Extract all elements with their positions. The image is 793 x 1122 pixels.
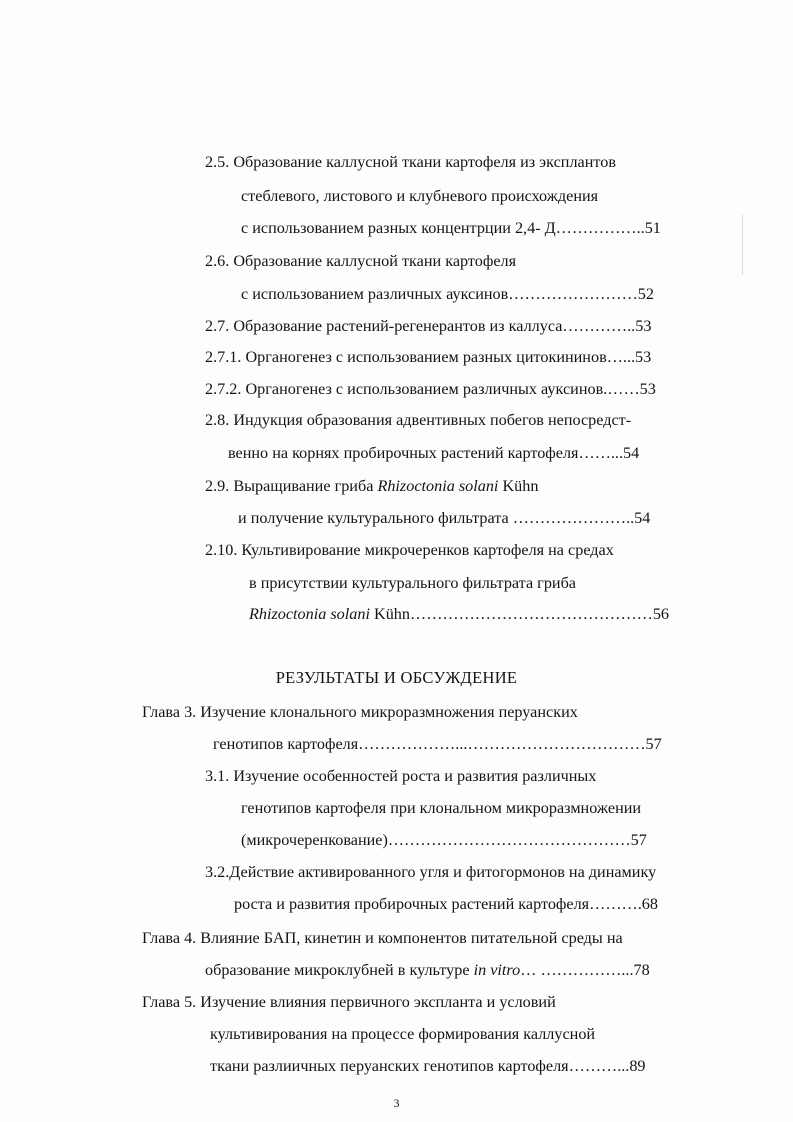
toc-item-3-1-line-2: генотипов картофеля при клональном микроразмножении — [241, 799, 642, 817]
section-heading: РЕЗУЛЬТАТЫ И ОБСУЖДЕНИЕ — [275, 668, 518, 687]
toc-item-2-10-line-3 — [249, 604, 669, 624]
organism-name: Rhizoctonia solani — [249, 605, 370, 623]
in-vitro-term: in vitro — [473, 961, 521, 979]
chapter-3-line-1: Глава 3. Изучение клонального микроразмножения перуанских — [142, 703, 578, 721]
chapter-4-text: образование микроклубней в культуре — [205, 961, 474, 979]
toc-item-2-9-line-2: и получение культурального фильтрата …………………..54 — [238, 509, 651, 527]
toc-item-2-10-line-2: в присутствии культурального фильтрата гриба — [249, 574, 576, 592]
chapter-4-leader: … ……………...78 — [520, 961, 650, 979]
toc-item-2-5-line-1: 2.5. Образование каллусной ткани картофеля из эксплантов — [205, 153, 616, 171]
toc-item-3-1-line-3: (микрочеренкование)………………………………………57 — [241, 831, 647, 849]
chapter-4-line-2 — [205, 960, 650, 980]
toc-item-3-1-line-1: 3.1. Изучение особенностей роста и развития различных — [205, 767, 597, 785]
organism-name: Rhizoctonia solani — [377, 477, 499, 495]
toc-item-2-7: 2.7. Образование растений-регенерантов из каллуса…………..53 — [205, 317, 652, 335]
chapter-3-line-2: генотипов картофеля………………...……………………………57 — [213, 735, 662, 753]
chapter-4-line-1: Глава 4. Влияние БАП, кинетин и компонентов питательной среды на — [142, 929, 623, 947]
chapter-5-line-2: культивирования на процессе формирования каллусной — [210, 1025, 596, 1043]
toc-item-2-8-line-2: венно на корнях пробирочных растений картофеля……...54 — [228, 444, 640, 462]
chapter-5-line-1: Глава 5. Изучение влияния первичного экспланта и условий — [142, 993, 556, 1011]
toc-item-2-5-line-2: стеблевого, листового и клубневого происхождения — [241, 187, 599, 205]
toc-item-2-5-line-3: с использованием разных концентрции 2,4- Д……………..51 — [241, 219, 661, 237]
toc-item-2-9-line-1 — [205, 476, 538, 496]
toc-item-2-8-line-1: 2.8. Индукция образования адвентивных побегов непосредст- — [205, 411, 632, 429]
toc-item-3-2-line-2: роста и развития пробирочных растений картофеля……….68 — [234, 895, 658, 913]
toc-item-2-10-line-1: 2.10. Культивирование микрочеренков картофеля на средах — [205, 541, 614, 559]
toc-item-2-10-leader: ………………………………………56 — [410, 605, 669, 623]
scan-artifact-line — [742, 215, 743, 275]
page-number: 3 — [393, 1096, 400, 1110]
toc-item-2-7-1: 2.7.1. Органогенез с использованием разных цитокининов…...53 — [205, 348, 652, 366]
organism-author: Kühn — [369, 605, 410, 623]
toc-item-2-6-line-1: 2.6. Образование каллусной ткани картофеля — [205, 252, 517, 270]
toc-item-2-6-line-2: с использованием различных ауксинов……………………52 — [241, 285, 654, 303]
toc-item-2-9-text: 2.9. Выращивание гриба — [205, 477, 378, 495]
toc-item-2-7-2: 2.7.2. Органогенез с использованием различных ауксинов.……53 — [205, 380, 656, 398]
chapter-5-line-3: ткани разлиичных перуанских генотипов картофеля………...89 — [210, 1057, 646, 1075]
toc-item-3-2-line-1: 3.2.Действие активированного угля и фитогормонов на динамику — [205, 863, 657, 881]
organism-author: Kühn — [498, 477, 539, 495]
